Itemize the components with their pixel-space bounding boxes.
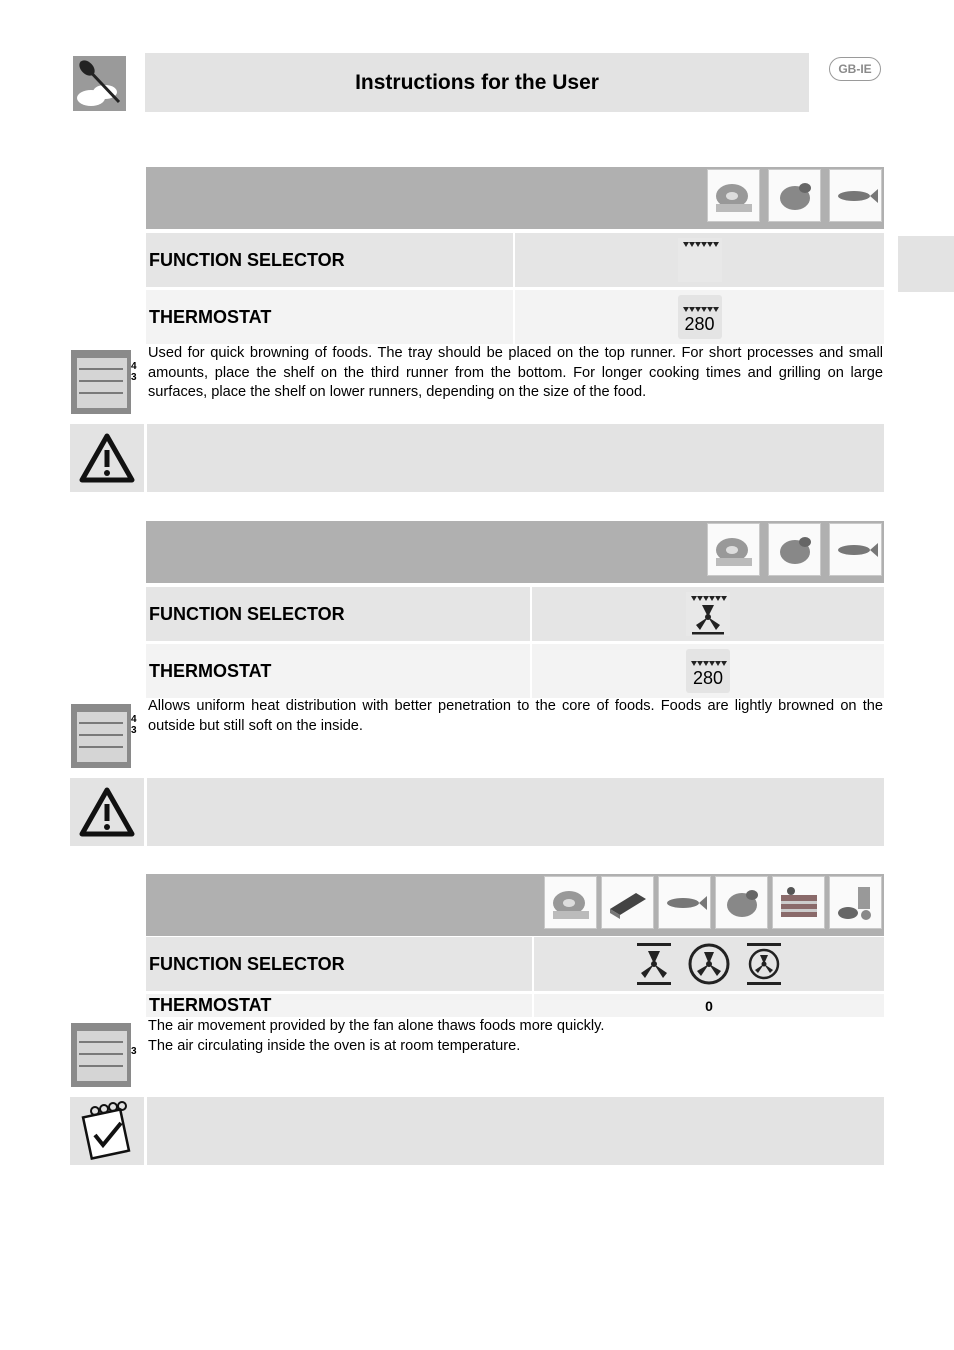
food-icons: [707, 169, 882, 222]
thermostat-dial: [678, 295, 722, 339]
grill-section: [146, 167, 884, 347]
warning-icon: [70, 424, 144, 492]
function-selector-label: FUNCTION SELECTOR: [146, 587, 530, 641]
section-title-band: [146, 874, 884, 936]
grill-symbol-icon: [688, 660, 728, 668]
defrost-description: The air movement provided by the fan alone thaws foods more quickly. The air circulating inside the oven is at room temperature.: [148, 1018, 605, 1054]
language-badge: GB-IE: [829, 57, 881, 81]
oven-runner-icon: [71, 1023, 131, 1087]
fish-icon: [829, 523, 882, 576]
fan-grill-section: [146, 521, 884, 701]
warning-box: [70, 778, 884, 846]
thermostat-temperature: 280: [692, 668, 724, 688]
thermostat-value: 0: [534, 994, 884, 1017]
meat-icon: [544, 876, 597, 929]
defrost-symbols: [635, 942, 783, 986]
function-selector-label: FUNCTION SELECTOR: [146, 233, 513, 287]
brand-logo: [73, 56, 126, 111]
fan-symbol-icon: [635, 942, 673, 986]
grill-description: Used for quick browning of foods. The tray should be placed on the top runner. For short processes and small amounts, place the shelf on the third runner from the bottom. For longer cooking times and grilling on large surfaces, place the shelf on lower runners, depending on the size of the food.: [148, 345, 883, 400]
thermostat-row: [146, 994, 884, 1017]
runner-numbers: 4 3: [131, 714, 137, 736]
function-selector-row: [146, 233, 884, 287]
warning-icon: [70, 778, 144, 846]
function-selector-value: [534, 937, 884, 991]
fan-element-symbol-icon: [745, 942, 783, 986]
meat-icon: [707, 169, 760, 222]
bread-icon: [601, 876, 654, 929]
runner-numbers: 4 3: [131, 361, 137, 383]
thermostat-label: THERMOSTAT: [146, 644, 530, 698]
thermostat-temperature: 280: [684, 314, 715, 334]
circular-fan-icon: [687, 942, 731, 986]
function-selector-row: [146, 937, 884, 991]
thermostat-row: [146, 290, 884, 344]
thermostat-label: THERMOSTAT: [146, 994, 532, 1017]
note-box: [70, 1097, 884, 1165]
thermostat-label: THERMOSTAT: [146, 290, 513, 344]
poultry-icon: [768, 523, 821, 576]
poultry-icon: [768, 169, 821, 222]
fish-icon: [658, 876, 711, 929]
runner-numbers: 3: [131, 1046, 137, 1057]
thermostat-dial: [686, 649, 730, 693]
page-title: Instructions for the User: [145, 53, 809, 112]
function-selector-row: [146, 587, 884, 641]
fish-icon: [829, 169, 882, 222]
fan-grill-symbol-icon: [686, 592, 730, 636]
function-selector-value: [532, 587, 884, 641]
oven-runner-icon: [71, 704, 131, 768]
poultry-icon: [715, 876, 768, 929]
cake-icon: [772, 876, 825, 929]
function-selector-label: FUNCTION SELECTOR: [146, 937, 532, 991]
defrost-section: [146, 874, 884, 1019]
thermostat-value: [515, 290, 884, 344]
warning-box: [70, 424, 884, 492]
grill-symbol-icon: [678, 238, 722, 282]
fan-grill-description: Allows uniform heat distribution with better penetration to the core of foods. Foods are lightly browned on the outside but still soft on the inside.: [148, 698, 883, 734]
section-title-band: [146, 521, 884, 583]
food-icons: [544, 876, 882, 929]
side-tab: [898, 236, 954, 292]
oven-runner-icon: [71, 350, 131, 414]
vegetables-icon: [829, 876, 882, 929]
notepad-icon: [70, 1097, 144, 1165]
food-icons: [707, 523, 882, 576]
thermostat-value: [532, 644, 884, 698]
grill-symbol-icon: [680, 306, 720, 314]
function-selector-value: [515, 233, 884, 287]
thermostat-row: [146, 644, 884, 698]
section-title-band: [146, 167, 884, 229]
meat-icon: [707, 523, 760, 576]
